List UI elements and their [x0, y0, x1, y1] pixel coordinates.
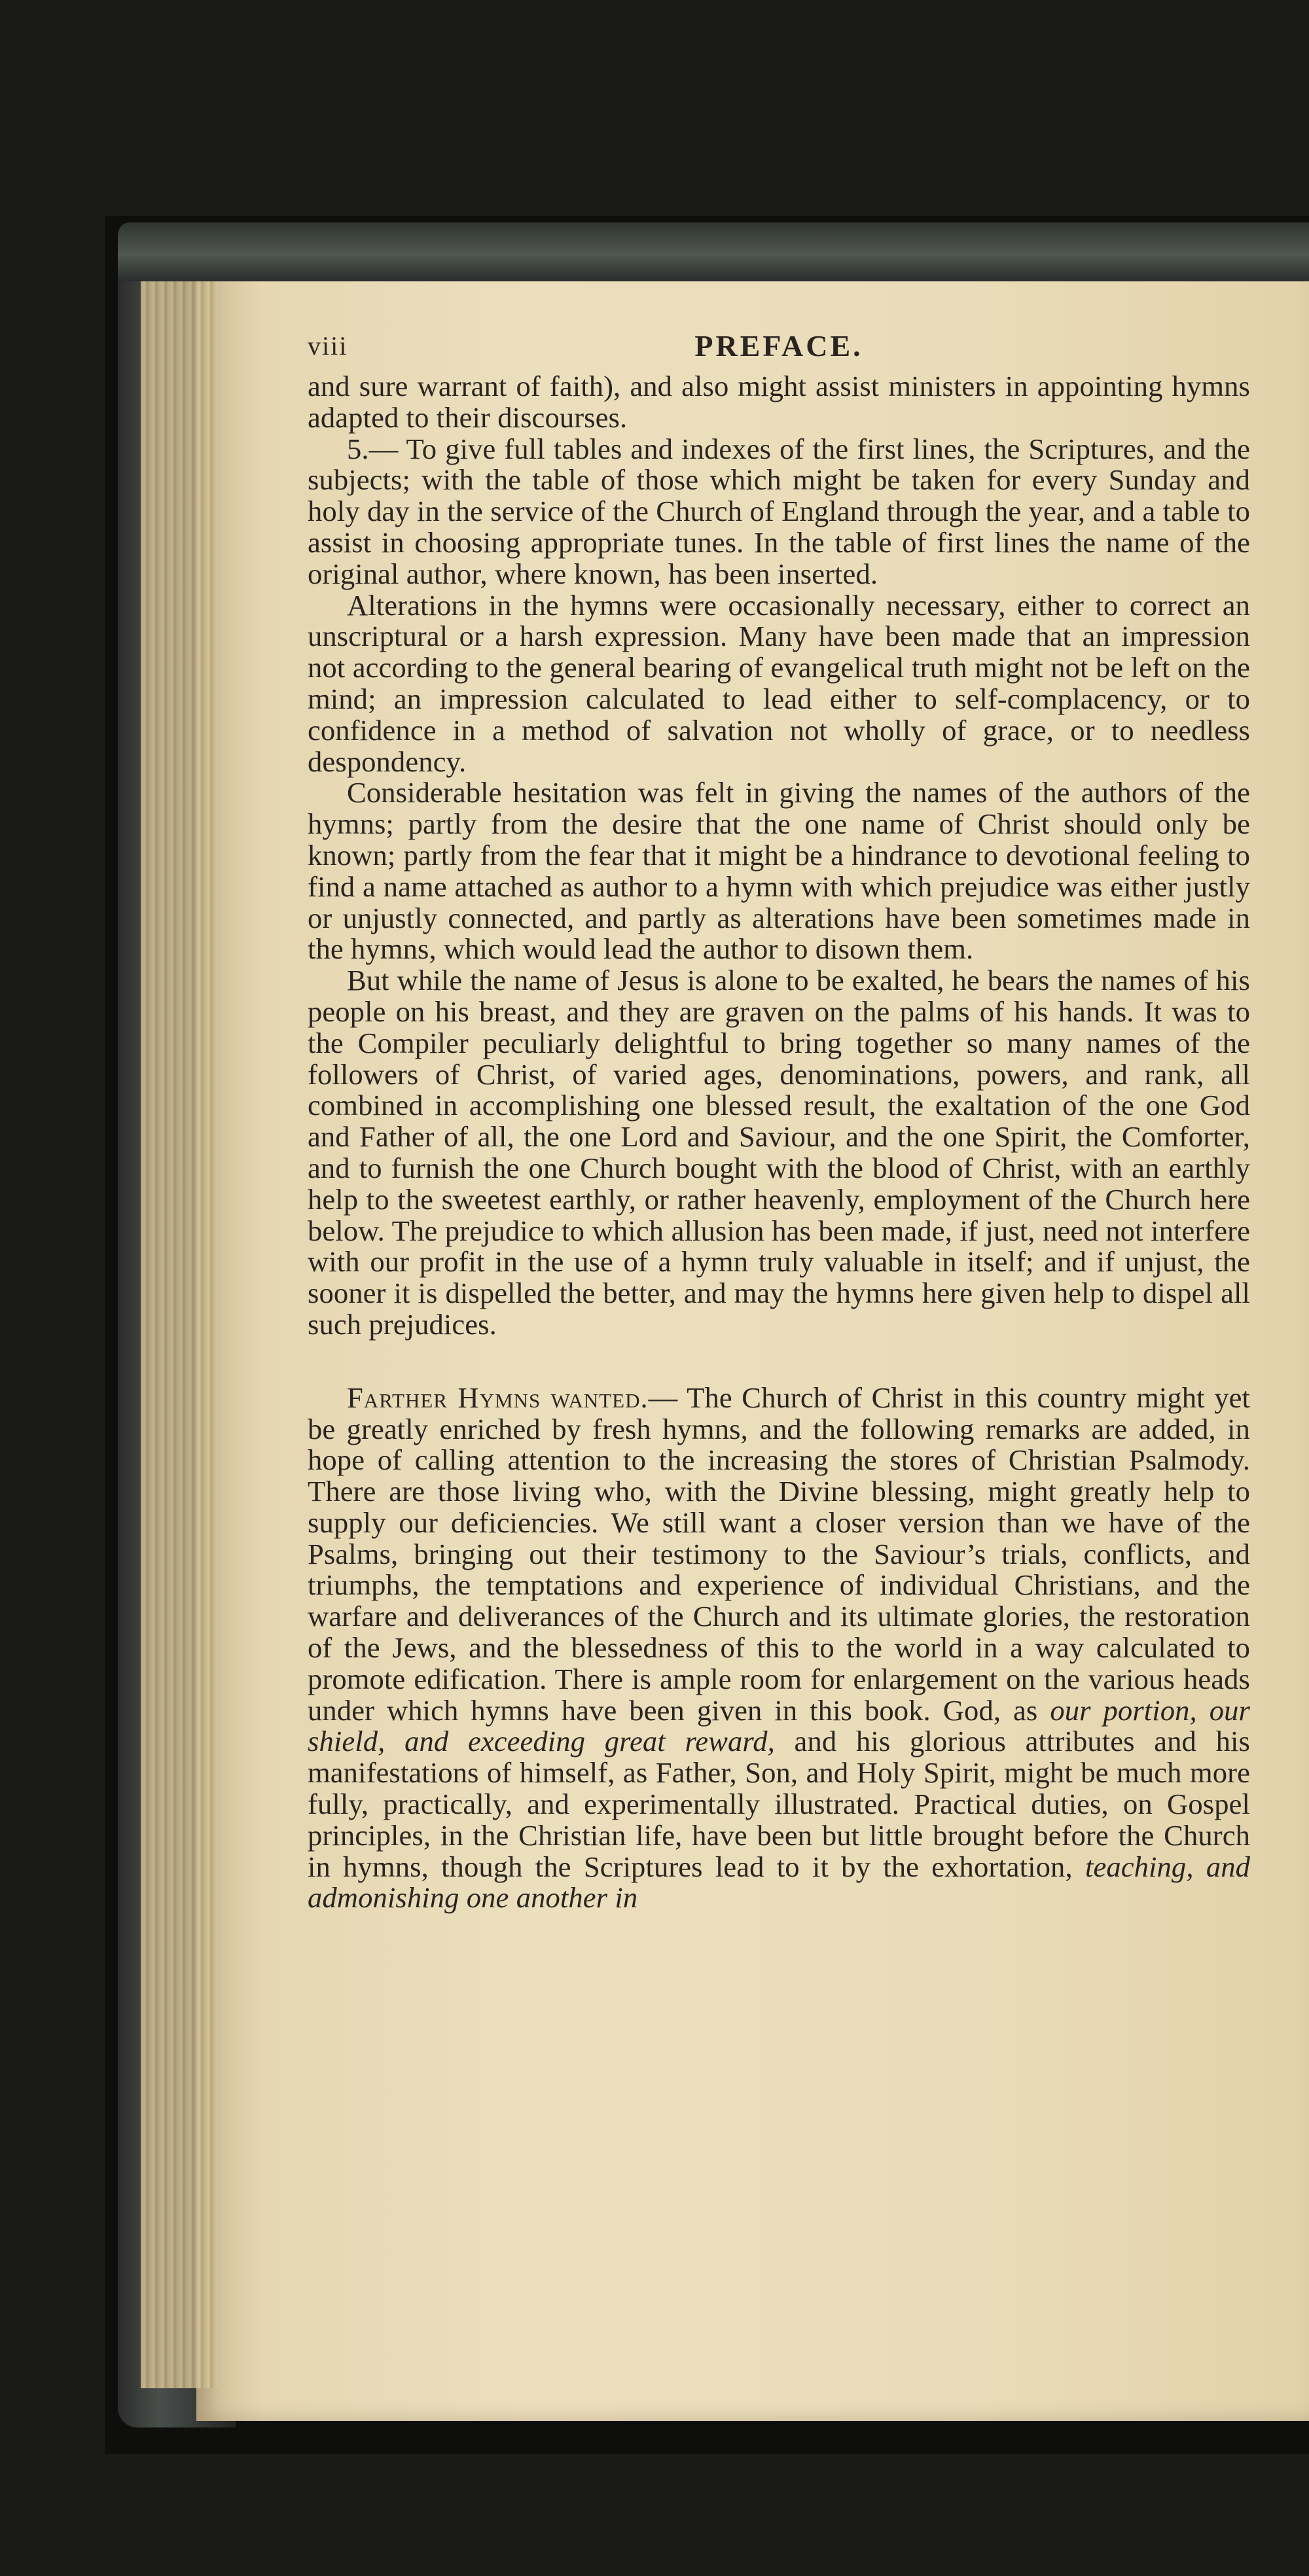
paragraph-authors: Considerable hesitation was felt in giving the names of the authors of the hymns; partly from the desire that the one name of Christ should only be known; partly from the fear that it might be a hindrance to devotional feeling to find a name attached as author to a hymn with which prejudice was either justly or unjustly connected, and partly as alterations have been sometimes made in the hymns, which would lead the author to disown them. [308, 776, 1250, 966]
page-edges [141, 275, 219, 2388]
paragraph-continued: and sure warrant of faith), and also might assist ministers in appointing hymns adapted to their discourses. [308, 370, 1250, 434]
book-cover-top [118, 222, 1309, 281]
paragraph-alterations: Alterations in the hymns were occasionally necessary, either to correct an unscriptural or a harsh expression. Many have been made that an impression not according to the general bearing of evangelical truth might not be left on the mind; an impression calculated to lead either to self-complacency, or to confidence in a method of salvation not wholly of grace, or to needless despondency. [308, 588, 1250, 778]
page-number: viii [308, 331, 348, 361]
section-gap [308, 1341, 1250, 1383]
page-heading: PREFACE. [694, 329, 863, 362]
section-text-a: — The Church of Christ in this country might yet be greatly enriched by fresh hymns, and the following remarks are added, in hope of calling attention to the increasing the stores of Christian Psalmody. There are those living who, with the Divine blessing, might greatly help to supply our deficiencies. We still want a closer version than we have of the Psalms, bringing out their testimony to the Saviour’s trials, conflicts, and triumphs, the temptations and experience of individual Christians, and the warfare and deliverances of the Church and its ultimate glories, the restoration of the Jews, and the blessedness of this to the world in a way calculated to promote edification. There is ample room for enlargement on the various heads under which hymns have been given in this book. God, as [308, 1381, 1251, 1727]
section-text-b: and his glorious attributes and his manifestations of himself, as Father, Son, and Holy Spirit, might be much more fully, practically, and experimentally illustrated. Practical duties, on Gospel principles, in the Christian life, have been but little brought before the Church in hymns, though the Scriptures lead to it by the exhortation, [308, 1725, 1250, 1883]
paragraph-item-5: 5.— To give full tables and indexes of the first lines, the Scriptures, and the subjects; with the table of those which might be taken for every Sunday and holy day in the service of the Church of England through the year, and a table to assist in choosing appropriate tunes. In the table of first lines the name of the original author, where known, has been inserted. [308, 432, 1250, 590]
paragraph-name-of-jesus: But while the name of Jesus is alone to be exalted, he bears the names of his people on his breast, and they are graven on the palms of his hands. It was to the Compiler peculiarly delightful to bring together so many names of the followers of Christ, of varied ages, denominations, powers, and rank, all combined in accomplishing one blessed result, the exaltation of the one God and Father of all, the one Lord and Saviour, and the one Spirit, the Comforter, and to furnish the one Church bought with the blood of Christ, with an earthly help to the sweetest earthly, or rather heavenly, employment of the Church here below. The prejudice to which allusion has been made, if just, need not interfere with our profit in the use of a hymn truly valuable in itself; and if unjust, the sooner it is dispelled the better, and may the hymns here given help to dispel all such prejudices. [308, 964, 1250, 1341]
section-italic-b: teaching, and admonishing one another in [308, 1850, 1251, 1914]
running-header [308, 330, 1250, 371]
page-text [308, 330, 1250, 1914]
paragraph-farther-hymns [308, 1383, 1250, 1914]
section-title: Farther Hymns wanted. [347, 1381, 649, 1414]
section-italic-a: our portion, our shield, and exceeding great reward, [308, 1693, 1250, 1758]
